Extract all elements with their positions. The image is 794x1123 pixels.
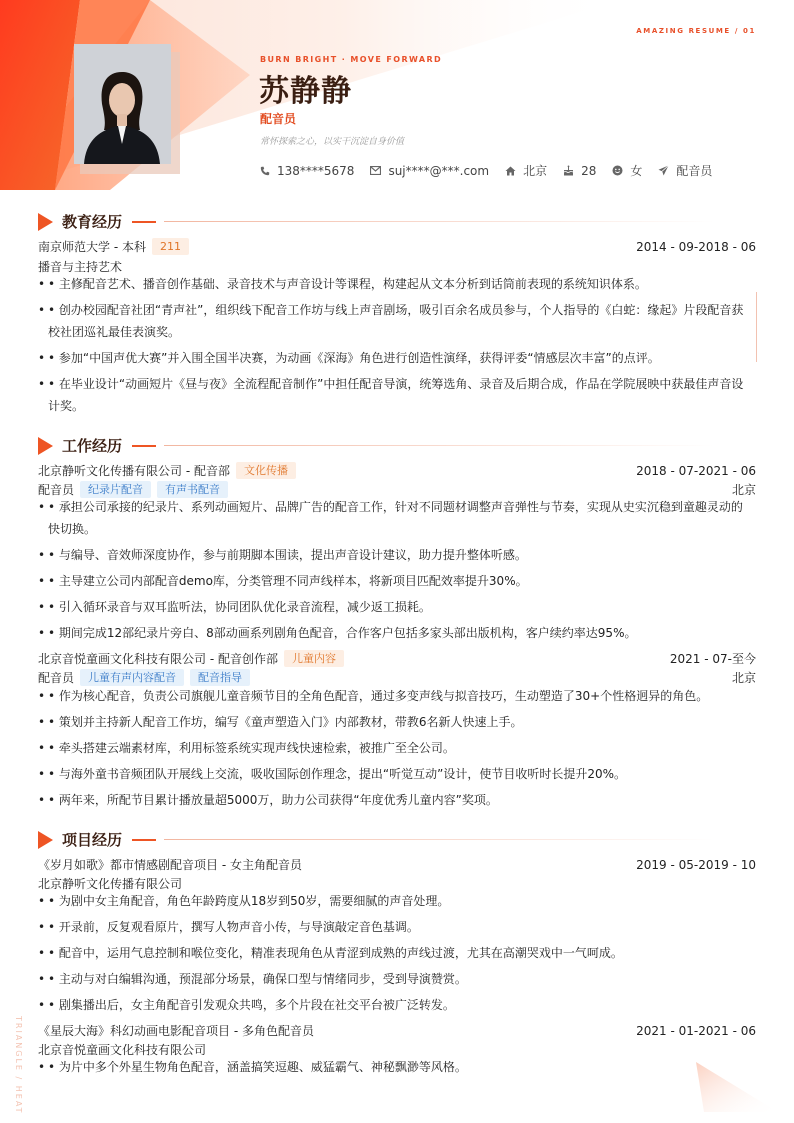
job-bullet: • • 期间完成12部纪录片旁白、8部动画系列剧角色配音，合作客户包括多家头部出版机构，客户续约率达95%。: [38, 623, 750, 645]
project-bullet: • • 开录前，反复观看原片，撰写人物声音小传，与导演敲定音色基调。: [38, 917, 750, 939]
city-text: 北京: [523, 164, 548, 178]
job-bullet: • • 作为核心配音，负责公司旗舰儿童音频节目的全角色配音，通过多变声线与拟音技巧，生动塑造了30+个性格迥异的角色。: [38, 686, 750, 708]
gender-text: 女: [630, 164, 643, 178]
triangle-icon: [38, 213, 53, 231]
section-title: 项目经历: [62, 831, 123, 849]
education-bullet: • • 参加“中国声优大赛”并入围全国半决赛，为动画《深海》角色进行创造性演绎，获得评委“情感层次丰富”的点评。: [38, 348, 750, 370]
margin-accent-line: [756, 292, 757, 362]
job-header-row: [38, 650, 756, 667]
job-bullet: • • 主导建立公司内部配音demo库，分类管理不同声线样本，将新项目匹配效率提升30%。: [38, 571, 750, 593]
job-position-row: [38, 481, 756, 498]
contact-phone: [260, 164, 354, 178]
age-text: 28: [581, 163, 597, 178]
job-header-row: [38, 462, 756, 479]
project-header-row: [38, 1022, 756, 1039]
job-bullet: • • 与海外童书音频团队开展线上交流，吸收国际创作理念，提出“听觉互动”设计，使节目收听时长提升20%。: [38, 764, 750, 786]
project-org: 北京静听文化传播有限公司: [38, 877, 183, 891]
company-name: 北京音悦童画文化科技有限公司 - 配音创作部: [38, 652, 278, 666]
triangle-icon: [38, 831, 53, 849]
education-bullet: • • 主修配音艺术、播音创作基础、录音技术与声音设计等课程，构建起从文本分析到话筒前表现的系统知识体系。: [38, 274, 750, 296]
phone-icon: [260, 166, 270, 176]
project-bullet: • • 配音中，运用气息控制和喉位变化，精准表现角色从青涩到成熟的声线过渡，尤其在高潮哭戏中一气呵成。: [38, 943, 750, 965]
corner-label: AMAZING RESUME / 01: [636, 27, 756, 35]
job-city: 北京: [731, 671, 756, 685]
contact-city: [505, 162, 547, 179]
job-title: 配音员: [260, 112, 297, 126]
school-name: 南京师范大学 - 本科: [38, 240, 146, 254]
project-name: 《星辰大海》科幻动画电影配音项目 - 多角色配音员: [38, 1024, 314, 1038]
education-bullet: • • 创办校园配音社团“青声社”，组织线下配音工作坊与线上声音剧场，吸引百余名成员参与，个人指导的《白蛇：缘起》片段配音获校社团巡礼最佳表演奖。: [38, 300, 750, 343]
motto: BURN BRIGHT · MOVE FORWARD: [260, 55, 443, 64]
gender-icon: [612, 165, 623, 176]
phone-text: 138****5678: [277, 163, 355, 178]
heading-dash: [132, 221, 156, 223]
school-tag: 211: [152, 238, 189, 255]
contact-bar: [260, 162, 728, 179]
position: 配音员: [38, 671, 75, 685]
email-text: suj****@***.com: [388, 163, 490, 178]
industry-tag: 儿童内容: [284, 650, 344, 667]
section-projects-heading: [38, 829, 758, 850]
skill-tag: 配音指导: [190, 669, 250, 686]
heading-dash: [132, 445, 156, 447]
section-education-heading: [38, 211, 758, 232]
education-date: 2014 - 09-2018 - 06: [636, 239, 756, 254]
heading-rule: [164, 839, 714, 840]
home-icon: [505, 166, 516, 176]
send-icon: [658, 165, 669, 176]
industry-tag: 文化传播: [236, 462, 296, 479]
job-position-row: [38, 669, 756, 686]
heading-rule: [164, 221, 714, 222]
project-org: 北京音悦童画文化科技有限公司: [38, 1043, 207, 1057]
job-bullet: • • 引入循环录音与双耳监听法，协同团队优化录音流程，减少返工损耗。: [38, 597, 750, 619]
position: 配音员: [38, 483, 75, 497]
footer-decoration: [690, 1060, 794, 1123]
side-label: TRIANGLE / HEAT: [14, 1016, 23, 1115]
major: 播音与主持艺术: [38, 260, 123, 274]
job-bullet: • • 与编导、音效师深度协作，参与前期脚本围读，提出声音设计建议，助力提升整体听感。: [38, 545, 750, 567]
skill-tag: 有声书配音: [157, 481, 228, 498]
job-bullet: • • 两年来，所配节目累计播放量超5000万，助力公司获得“年度优秀儿童内容”奖项。: [38, 790, 750, 812]
project-bullet: • • 剧集播出后，女主角配音引发观众共鸣，多个片段在社交平台被广泛转发。: [38, 995, 750, 1017]
skill-tag: 儿童有声内容配音: [80, 669, 184, 686]
contact-email: [370, 164, 489, 178]
avatar: [74, 44, 171, 164]
cake-icon: [563, 165, 574, 176]
education-bullet: • • 在毕业设计“动画短片《昼与夜》全流程配音制作”中担任配音导演，统筹选角、录音及后期合成，作品在学院展映中获最佳声音设计奖。: [38, 374, 750, 417]
skill-tag: 纪录片配音: [80, 481, 151, 498]
job-date: 2018 - 07-2021 - 06: [636, 463, 756, 478]
mail-icon: [370, 166, 381, 175]
intention-text: 配音员: [676, 164, 713, 178]
project-date: 2019 - 05-2019 - 10: [636, 857, 756, 872]
candidate-name: 苏静静: [259, 74, 352, 109]
contact-gender: [612, 162, 642, 179]
project-bullet: • • 主动与对白编辑沟通，预混部分场景，确保口型与情绪同步，受到导演赞赏。: [38, 969, 750, 991]
project-date: 2021 - 01-2021 - 06: [636, 1023, 756, 1038]
heading-rule: [164, 445, 714, 446]
job-date: 2021 - 07-至今: [669, 652, 756, 666]
job-city: 北京: [731, 483, 756, 497]
section-title: 工作经历: [62, 437, 123, 455]
contact-intention: [658, 162, 712, 179]
heading-dash: [132, 839, 156, 841]
contact-age: [563, 164, 596, 178]
job-bullet: • • 牵头搭建云端素材库，利用标签系统实现声线快速检索，被推广至全公司。: [38, 738, 750, 760]
education-header-row: [38, 238, 756, 255]
tagline: 常怀探索之心，以实干沉淀自身价值: [260, 137, 405, 147]
section-title: 教育经历: [62, 213, 123, 231]
project-name: 《岁月如歌》都市情感剧配音项目 - 女主角配音员: [38, 858, 302, 872]
section-work-heading: [38, 435, 758, 456]
job-bullet: • • 承担公司承接的纪录片、系列动画短片、品牌广告的配音工作，针对不同题材调整声音弹性与节奏，实现从史实沉稳到童趣灵动的快切换。: [38, 497, 750, 540]
project-bullet: • • 为片中多个外星生物角色配音，涵盖搞笑逗趣、威猛霸气、神秘飘渺等风格。: [38, 1057, 750, 1079]
project-bullet: • • 为剧中女主角配音，角色年龄跨度从18岁到50岁，需要细腻的声音处理。: [38, 891, 750, 913]
project-header-row: [38, 856, 756, 873]
portrait-image: [74, 44, 171, 164]
company-name: 北京静听文化传播有限公司 - 配音部: [38, 464, 230, 478]
job-bullet: • • 策划并主持新人配音工作坊，编写《童声塑造入门》内部教材，带教6名新人快速上手。: [38, 712, 750, 734]
triangle-icon: [38, 437, 53, 455]
